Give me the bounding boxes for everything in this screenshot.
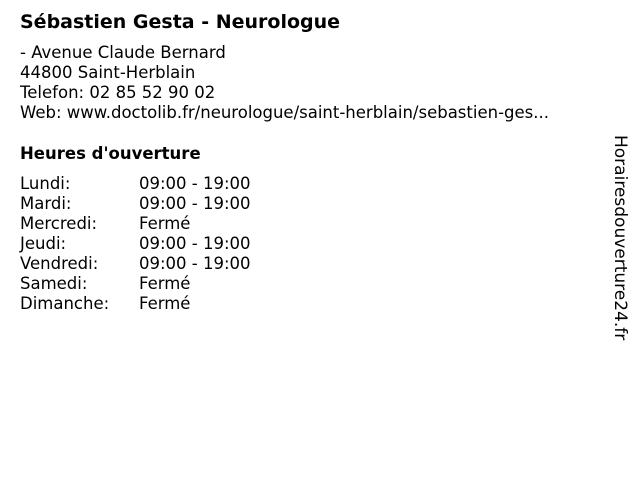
day-hours: 09:00 - 19:00 <box>139 234 251 253</box>
hours-row-wednesday <box>20 214 251 234</box>
day-label: Lundi: <box>20 174 71 193</box>
day-label: Vendredi: <box>20 254 99 273</box>
day-hours: 09:00 - 19:00 <box>139 174 251 193</box>
day-label: Jeudi: <box>20 234 67 253</box>
hours-row-friday <box>20 254 251 274</box>
address-street: - Avenue Claude Bernard <box>20 43 226 62</box>
contact-info <box>20 43 549 123</box>
hours-heading: Heures d'ouverture <box>20 144 201 163</box>
business-title: Sébastien Gesta - Neurologue <box>20 11 341 33</box>
day-label: Dimanche: <box>20 294 110 313</box>
day-hours: Fermé <box>139 214 191 233</box>
day-label: Samedi: <box>20 274 88 293</box>
day-label: Mercredi: <box>20 214 98 233</box>
day-hours: Fermé <box>139 294 191 313</box>
brand-text: Horairesdouverture24.fr <box>610 135 630 341</box>
address-city: 44800 Saint-Herblain <box>20 63 196 82</box>
brand-watermark <box>600 0 640 480</box>
day-label: Mardi: <box>20 194 72 213</box>
website-url: Web: www.doctolib.fr/neurologue/saint-herblain/sebastien-ges... <box>20 103 549 122</box>
hours-row-monday <box>20 174 251 194</box>
opening-hours-table <box>20 174 251 314</box>
hours-row-saturday <box>20 274 251 294</box>
hours-row-sunday <box>20 294 251 314</box>
day-hours: 09:00 - 19:00 <box>139 254 251 273</box>
day-hours: 09:00 - 19:00 <box>139 194 251 213</box>
hours-row-tuesday <box>20 194 251 214</box>
phone-number: Telefon: 02 85 52 90 02 <box>20 83 216 102</box>
day-hours: Fermé <box>139 274 191 293</box>
hours-row-thursday <box>20 234 251 254</box>
